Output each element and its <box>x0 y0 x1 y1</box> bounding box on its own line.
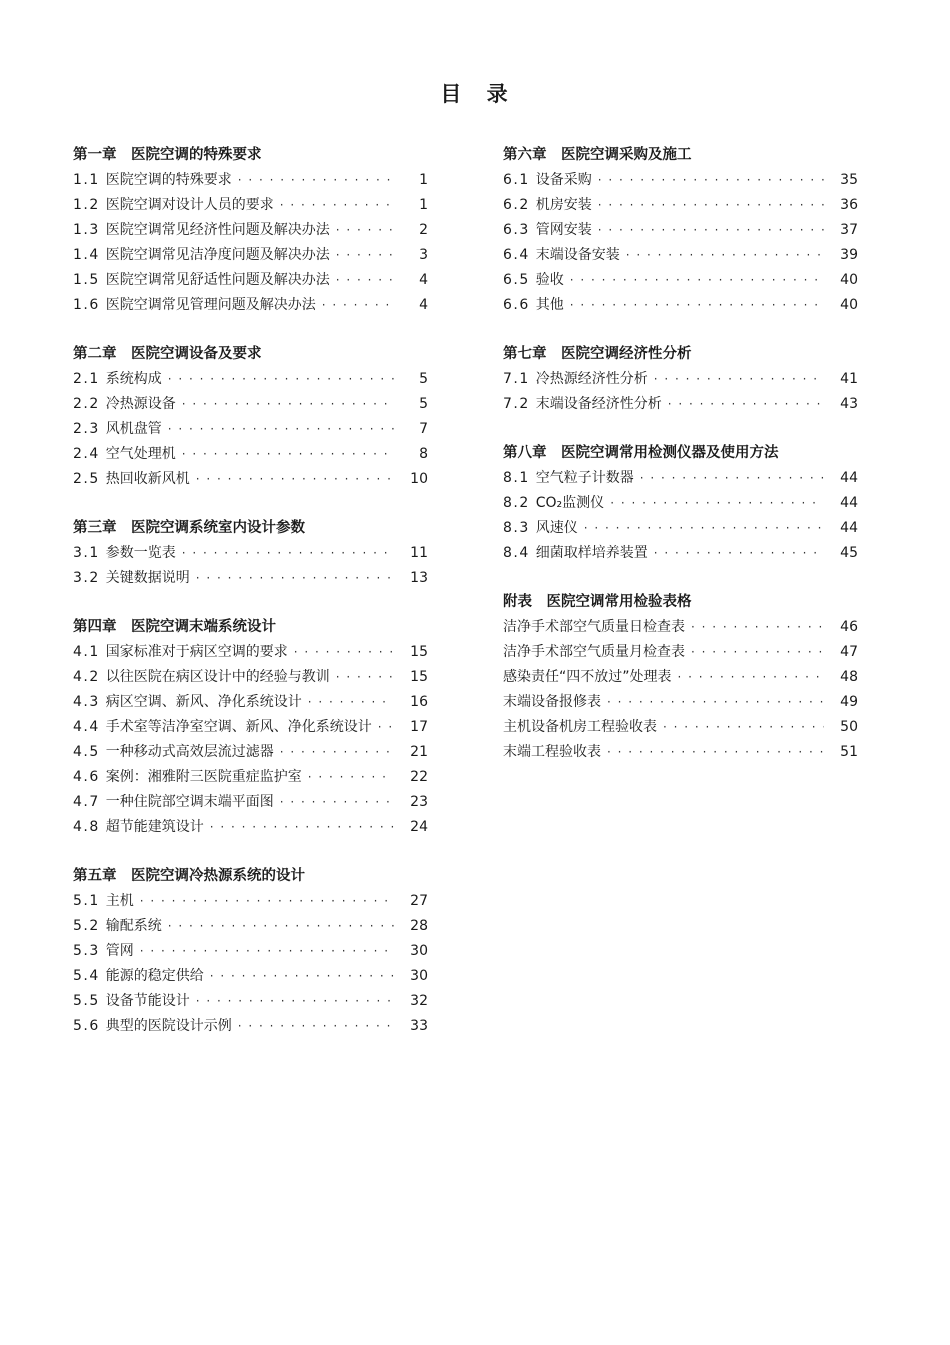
entry-title: 关键数据说明 <box>105 570 190 586</box>
entry-page: 3 <box>419 247 428 263</box>
entry-number: 1.1 <box>73 172 100 188</box>
toc-entry[interactable] <box>73 218 428 243</box>
entry-number: 6.4 <box>503 247 530 263</box>
toc-entry[interactable] <box>503 466 858 491</box>
toc-entry[interactable] <box>73 268 428 293</box>
toc-entry[interactable] <box>503 193 858 218</box>
entry-number: 2.2 <box>73 396 100 412</box>
entry-title: 风速仪 <box>535 520 578 536</box>
entry-page: 47 <box>840 644 858 660</box>
entry-page: 44 <box>840 470 858 486</box>
toc-entry[interactable] <box>73 566 428 591</box>
entry-title: 末端设备安装 <box>535 247 620 263</box>
entry-number: 1.6 <box>73 297 100 313</box>
toc-chapter <box>503 342 858 417</box>
toc-entry[interactable] <box>503 168 858 193</box>
entry-title: 洁净手术部空气质量月检查表 <box>503 644 685 660</box>
entry-title: 一种住院部空调末端平面图 <box>105 794 274 810</box>
entry-title: 设备采购 <box>535 172 592 188</box>
dot-leader <box>196 566 394 591</box>
toc-entry[interactable] <box>73 889 428 914</box>
entry-title: 冷热源经济性分析 <box>535 371 648 387</box>
toc-entry[interactable] <box>73 367 428 392</box>
dot-leader <box>654 541 824 566</box>
toc-entry[interactable] <box>503 690 858 715</box>
dot-leader <box>308 765 394 790</box>
entry-title: 风机盘管 <box>105 421 162 437</box>
chapter-title: 第二章 医院空调设备及要求 <box>73 346 262 362</box>
entry-page: 27 <box>410 893 428 909</box>
entry-page: 23 <box>410 794 428 810</box>
entry-title: 管网安装 <box>535 222 592 238</box>
entry-page: 1 <box>419 172 428 188</box>
entry-number: 8.3 <box>503 520 530 536</box>
entry-title: 病区空调、新风、净化系统设计 <box>105 694 302 710</box>
toc-entry[interactable] <box>503 615 858 640</box>
dot-leader <box>598 218 824 243</box>
dot-leader <box>168 914 394 939</box>
entry-number: 2.4 <box>73 446 100 462</box>
entry-page: 45 <box>840 545 858 561</box>
dot-leader <box>336 665 394 690</box>
entry-page: 44 <box>840 520 858 536</box>
entry-title: 案例：湘雅附三医院重症监护室 <box>105 769 302 785</box>
toc-chapter <box>73 516 428 591</box>
entry-page: 5 <box>419 371 428 387</box>
entry-title: 手术室等洁净室空调、新风、净化系统设计 <box>105 719 372 735</box>
entry-page: 10 <box>410 471 428 487</box>
entry-number: 4.4 <box>73 719 100 735</box>
toc-entry[interactable] <box>73 243 428 268</box>
dot-leader <box>336 218 394 243</box>
dot-leader <box>182 442 394 467</box>
entry-number: 6.3 <box>503 222 530 238</box>
entry-title: 国家标准对于病区空调的要求 <box>105 644 288 660</box>
entry-page: 41 <box>840 371 858 387</box>
toc-entry[interactable] <box>503 293 858 318</box>
toc-chapter <box>503 441 858 566</box>
entry-page: 11 <box>410 545 428 561</box>
entry-number: 3.2 <box>73 570 100 586</box>
toc-entry[interactable] <box>73 640 428 665</box>
dot-leader <box>691 640 824 665</box>
entry-page: 44 <box>840 495 858 511</box>
toc-entry[interactable] <box>73 1014 428 1039</box>
dot-leader <box>182 541 394 566</box>
toc-entry[interactable] <box>73 740 428 765</box>
toc-entry[interactable] <box>73 168 428 193</box>
dot-leader <box>308 690 394 715</box>
entry-number: 4.7 <box>73 794 100 810</box>
entry-title: 超节能建筑设计 <box>105 819 204 835</box>
dot-leader <box>140 889 394 914</box>
entry-page: 24 <box>410 819 428 835</box>
entry-number: 1.2 <box>73 197 100 213</box>
entry-number: 5.2 <box>73 918 100 934</box>
entry-number: 8.2 <box>503 495 530 511</box>
entry-title: 能源的稳定供给 <box>105 968 204 984</box>
entry-title: 主机 <box>105 893 134 909</box>
entry-number: 6.5 <box>503 272 530 288</box>
toc-entry[interactable] <box>503 516 858 541</box>
dot-leader <box>607 740 824 765</box>
entry-page: 51 <box>840 744 858 760</box>
entry-number: 5.1 <box>73 893 100 909</box>
toc-entry[interactable] <box>503 268 858 293</box>
entry-title: 医院空调常见洁净度问题及解决办法 <box>105 247 330 263</box>
toc-entry[interactable] <box>73 417 428 442</box>
toc-entry[interactable] <box>73 914 428 939</box>
entry-page: 35 <box>840 172 858 188</box>
toc-chapter <box>73 143 428 318</box>
entry-title: 管网 <box>105 943 134 959</box>
entry-title: CO₂监测仪 <box>535 495 605 511</box>
dot-leader <box>196 989 394 1014</box>
entry-title: 感染责任“四不放过”处理表 <box>503 669 672 685</box>
chapter-title: 第四章 医院空调末端系统设计 <box>73 619 276 635</box>
toc-chapter <box>73 615 428 840</box>
toc-entry[interactable] <box>503 715 858 740</box>
entry-page: 15 <box>410 644 428 660</box>
dot-leader <box>626 243 824 268</box>
dot-leader <box>598 193 824 218</box>
dot-leader <box>294 640 394 665</box>
entry-title: 末端设备经济性分析 <box>535 396 662 412</box>
toc-entry[interactable] <box>73 939 428 964</box>
toc-chapter <box>503 590 858 765</box>
dot-leader <box>378 715 394 740</box>
toc-entry[interactable] <box>73 467 428 492</box>
toc-entry[interactable] <box>73 392 428 417</box>
toc-entry[interactable] <box>73 964 428 989</box>
entry-title: 主机设备机房工程验收表 <box>503 719 657 735</box>
toc-entry[interactable] <box>73 541 428 566</box>
entry-page: 4 <box>419 272 428 288</box>
toc-chapter <box>73 342 428 492</box>
dot-leader <box>140 939 394 964</box>
toc-entry[interactable] <box>73 293 428 318</box>
dot-leader <box>570 268 824 293</box>
chapter-title: 第五章 医院空调冷热源系统的设计 <box>73 868 305 884</box>
entry-number: 4.6 <box>73 769 100 785</box>
dot-leader <box>663 715 824 740</box>
entry-number: 1.3 <box>73 222 100 238</box>
entry-page: 8 <box>419 446 428 462</box>
toc-entry[interactable] <box>503 367 858 392</box>
entry-page: 39 <box>840 247 858 263</box>
entry-number: 5.5 <box>73 993 100 1009</box>
entry-number: 7.2 <box>503 396 530 412</box>
toc-entry[interactable] <box>73 193 428 218</box>
entry-title: 医院空调的特殊要求 <box>105 172 232 188</box>
entry-number: 7.1 <box>503 371 530 387</box>
entry-page: 21 <box>410 744 428 760</box>
dot-leader <box>196 467 394 492</box>
toc-left-column <box>73 143 428 1063</box>
entry-page: 49 <box>840 694 858 710</box>
entry-number: 2.3 <box>73 421 100 437</box>
entry-page: 46 <box>840 619 858 635</box>
entry-title: 医院空调常见舒适性问题及解决办法 <box>105 272 330 288</box>
entry-title: 一种移动式高效层流过滤器 <box>105 744 274 760</box>
entry-page: 28 <box>410 918 428 934</box>
toc-entry[interactable] <box>73 989 428 1014</box>
toc-chapter <box>73 864 428 1039</box>
dot-leader <box>210 964 394 989</box>
toc-entry[interactable] <box>503 640 858 665</box>
chapter-title: 附表 医院空调常用检验表格 <box>503 594 692 610</box>
entry-page: 48 <box>840 669 858 685</box>
dot-leader <box>336 243 394 268</box>
entry-title: 以往医院在病区设计中的经验与教训 <box>105 669 330 685</box>
toc-entry[interactable] <box>73 665 428 690</box>
toc-entry[interactable] <box>503 665 858 690</box>
entry-number: 3.1 <box>73 545 100 561</box>
entry-page: 30 <box>410 968 428 984</box>
toc-entry[interactable] <box>73 790 428 815</box>
entry-title: 参数一览表 <box>105 545 176 561</box>
entry-title: 细菌取样培养装置 <box>535 545 648 561</box>
entry-page: 7 <box>419 421 428 437</box>
entry-number: 4.8 <box>73 819 100 835</box>
toc-chapter <box>503 143 858 318</box>
entry-number: 4.5 <box>73 744 100 760</box>
entry-page: 30 <box>410 943 428 959</box>
toc-entry[interactable] <box>73 765 428 790</box>
entry-page: 2 <box>419 222 428 238</box>
dot-leader <box>280 740 394 765</box>
entry-page: 50 <box>840 719 858 735</box>
dot-leader <box>598 168 824 193</box>
toc-entry[interactable] <box>503 740 858 765</box>
entry-page: 33 <box>410 1018 428 1034</box>
entry-page: 22 <box>410 769 428 785</box>
entry-number: 4.2 <box>73 669 100 685</box>
entry-number: 4.3 <box>73 694 100 710</box>
dot-leader <box>584 516 824 541</box>
entry-number: 5.4 <box>73 968 100 984</box>
entry-number: 5.3 <box>73 943 100 959</box>
dot-leader <box>210 815 394 840</box>
entry-title: 其他 <box>535 297 564 313</box>
entry-title: 末端工程验收表 <box>503 744 601 760</box>
toc-entry[interactable] <box>73 815 428 840</box>
dot-leader <box>570 293 824 318</box>
entry-page: 16 <box>410 694 428 710</box>
entry-title: 设备节能设计 <box>105 993 190 1009</box>
entry-number: 1.4 <box>73 247 100 263</box>
entry-title: 冷热源设备 <box>105 396 176 412</box>
toc-entry[interactable] <box>73 715 428 740</box>
entry-page: 43 <box>840 396 858 412</box>
chapter-title: 第七章 医院空调经济性分析 <box>503 346 692 362</box>
entry-title: 典型的医院设计示例 <box>105 1018 232 1034</box>
entry-page: 40 <box>840 272 858 288</box>
entry-page: 5 <box>419 396 428 412</box>
entry-title: 验收 <box>535 272 564 288</box>
entry-title: 机房安装 <box>535 197 592 213</box>
dot-leader <box>678 665 824 690</box>
dot-leader <box>607 690 824 715</box>
toc-right-column <box>503 143 858 789</box>
toc-entry[interactable] <box>503 491 858 516</box>
entry-number: 1.5 <box>73 272 100 288</box>
dot-leader <box>322 293 394 318</box>
entry-title: 空气处理机 <box>105 446 176 462</box>
chapter-title: 第八章 医院空调常用检测仪器及使用方法 <box>503 445 779 461</box>
entry-number: 6.2 <box>503 197 530 213</box>
dot-leader <box>640 466 824 491</box>
entry-title: 洁净手术部空气质量日检查表 <box>503 619 685 635</box>
dot-leader <box>280 193 394 218</box>
dot-leader <box>280 790 394 815</box>
chapter-title: 第三章 医院空调系统室内设计参数 <box>73 520 305 536</box>
toc-entry[interactable] <box>503 541 858 566</box>
entry-number: 2.5 <box>73 471 100 487</box>
entry-page: 17 <box>410 719 428 735</box>
toc-entry[interactable] <box>503 392 858 417</box>
chapter-title: 第一章 医院空调的特殊要求 <box>73 147 262 163</box>
toc-entry[interactable] <box>503 218 858 243</box>
dot-leader <box>182 392 394 417</box>
dot-leader <box>691 615 824 640</box>
dot-leader <box>238 1014 394 1039</box>
entry-number: 8.4 <box>503 545 530 561</box>
entry-title: 医院空调常见管理问题及解决办法 <box>105 297 316 313</box>
entry-page: 13 <box>410 570 428 586</box>
dot-leader <box>336 268 394 293</box>
dot-leader <box>610 491 824 516</box>
entry-title: 医院空调常见经济性问题及解决办法 <box>105 222 330 238</box>
toc-entry[interactable] <box>73 690 428 715</box>
entry-number: 6.6 <box>503 297 530 313</box>
entry-title: 系统构成 <box>105 371 162 387</box>
entry-page: 32 <box>410 993 428 1009</box>
entry-page: 4 <box>419 297 428 313</box>
dot-leader <box>168 367 394 392</box>
entry-number: 4.1 <box>73 644 100 660</box>
entry-number: 5.6 <box>73 1018 100 1034</box>
entry-page: 15 <box>410 669 428 685</box>
entry-page: 1 <box>419 197 428 213</box>
entry-title: 末端设备报修表 <box>503 694 601 710</box>
dot-leader <box>168 417 394 442</box>
dot-leader <box>668 392 824 417</box>
entry-number: 2.1 <box>73 371 100 387</box>
toc-entry[interactable] <box>503 243 858 268</box>
entry-page: 40 <box>840 297 858 313</box>
entry-title: 热回收新风机 <box>105 471 190 487</box>
entry-page: 36 <box>840 197 858 213</box>
entry-title: 医院空调对设计人员的要求 <box>105 197 274 213</box>
toc-entry[interactable] <box>73 442 428 467</box>
entry-title: 空气粒子计数器 <box>535 470 634 486</box>
entry-number: 8.1 <box>503 470 530 486</box>
entry-title: 输配系统 <box>105 918 162 934</box>
dot-leader <box>654 367 824 392</box>
page-title: 目 录 <box>440 82 510 106</box>
entry-page: 37 <box>840 222 858 238</box>
chapter-title: 第六章 医院空调采购及施工 <box>503 147 692 163</box>
dot-leader <box>238 168 394 193</box>
entry-number: 6.1 <box>503 172 530 188</box>
